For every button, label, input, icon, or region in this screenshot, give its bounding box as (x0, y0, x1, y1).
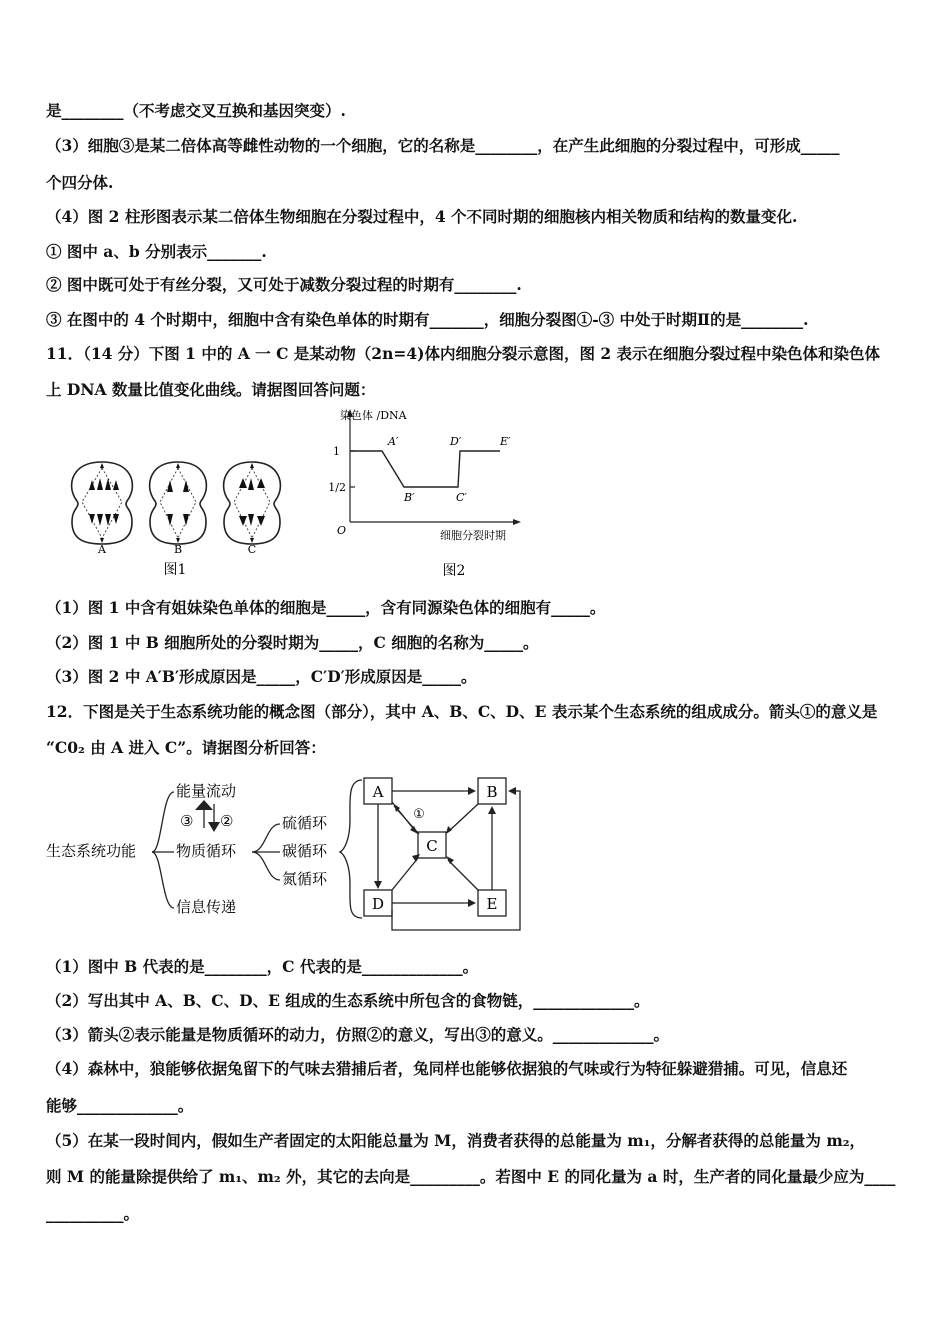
question-11-stem: 11．（14 分）下图 1 中的 A 一 C 是某动物（2n=4)体内细胞分裂示意图，图 2 表示在细胞分裂过程中染色体和染色体 (46, 344, 881, 363)
origin-label: O (336, 524, 346, 537)
q12-sub-1: （1）图中 B 代表的是________，C 代表的是_____________。 (46, 957, 479, 976)
q11-sub-1: （1）图 1 中含有姐妹染色单体的细胞是_____，含有同源染色体的细胞有_____。 (46, 598, 606, 617)
q11-sub-2: （2）图 1 中 B 细胞所处的分裂时期为_____，C 细胞的名称为_____。 (46, 633, 539, 652)
cycle-sulfur: 硫循环 (282, 814, 328, 832)
q11-sub-3: （3）图 2 中 A′B′形成原因是_____，C′D′形成原因是_____。 (46, 667, 477, 686)
cell-label-a: A (98, 543, 106, 556)
point-e-prime: E′ (500, 435, 511, 448)
text-line-4: （4）图 2 柱形图表示某二倍体生物细胞在分裂过程中，4 个不同时期的细胞核内相关物质和结构的数量变化. (46, 207, 798, 226)
arrow-label-1: ① (413, 807, 425, 822)
root-label: 生态系统功能 (46, 842, 137, 860)
question-11-stem-cont: 上 DNA 数量比值变化曲线。请据图回答问题： (46, 380, 376, 399)
q12-sub-5-cont: 则 M 的能量除提供给了 m₁、m₂ 外，其它的去向是_________。若图中 E 的同化量为 a 时，生产者的同化量最少应为____ (46, 1167, 896, 1186)
figure-1-caption: 图1 (163, 562, 187, 578)
point-c-prime: C′ (456, 491, 467, 504)
branch-information: 信息传递 (176, 898, 237, 916)
branch-energy-flow: 能量流动 (176, 782, 237, 800)
text-line-5: ① 图中 a、b 分别表示_______. (46, 242, 267, 261)
cell-label-b: B (173, 543, 183, 556)
text-line-3: 个四分体. (46, 173, 114, 192)
y-tick-1: 1 (333, 445, 340, 458)
text-line-6: ② 图中既可处于有丝分裂，又可处于减数分裂过程的时期有________. (46, 275, 522, 294)
figure-2-caption: 图2 (442, 563, 466, 579)
x-axis-label: 细胞分裂时期 (440, 529, 506, 542)
node-a: A (372, 783, 384, 801)
question-12-stem-cont: “C0₂ 由 A 进入 C”。请据图分析回答： (46, 738, 326, 757)
q12-sub-4-cont: 能够_____________。 (46, 1096, 194, 1115)
point-a-prime: A′ (388, 435, 399, 448)
figure-3-ecosystem-concept-map (44, 770, 530, 940)
y-axis-label: 染色体 /DNA (340, 409, 407, 422)
arrow-label-3: ③ (180, 812, 194, 830)
figure-1-cell-division (62, 452, 282, 580)
ratio-curve-line (350, 451, 500, 487)
q12-sub-5-cont-2: __________。 (46, 1204, 140, 1223)
node-e: E (486, 895, 498, 913)
text-line-7: ③ 在图中的 4 个时期中，细胞中含有染色单体的时期有_______，细胞分裂图①-③ 中处于时期Ⅱ的是________. (46, 310, 809, 329)
q12-sub-5: （5）在某一段时间内，假如生产者固定的太阳能总量为 M，消费者获得的总能量为 m₁，分解者获得的总能量为 m₂， (46, 1131, 866, 1150)
q12-sub-4: （4）森林中，狼能够依据兔留下的气味去猎捕后者，兔同样也能够依据狼的气味或行为特征躲避猎捕。可见，信息还 (46, 1059, 848, 1078)
cell-label-c: C (247, 543, 257, 556)
y-tick-half: 1/2 (328, 481, 346, 494)
node-b: B (486, 783, 498, 801)
figure-2-ratio-curve (320, 405, 525, 580)
question-12-stem: 12．下图是关于生态系统功能的概念图（部分），其中 A、B、C、D、E 表示某个生态系统的组成成分。箭头①的意义是 (46, 702, 878, 721)
point-d-prime: D′ (450, 435, 462, 448)
branch-material-cycle: 物质循环 (176, 842, 237, 860)
node-c: C (426, 837, 438, 855)
text-line-1: 是________（不考虑交叉互换和基因突变）. (46, 101, 346, 120)
q12-sub-3: （3）箭头②表示能量是物质循环的动力，仿照②的意义，写出③的意义。_____________。 (46, 1025, 670, 1044)
arrow-label-2: ② (220, 812, 234, 830)
cycle-nitrogen: 氮循环 (282, 870, 328, 888)
node-d: D (371, 895, 385, 913)
point-b-prime: B′ (404, 491, 415, 504)
q12-sub-2: （2）写出其中 A、B、C、D、E 组成的生态系统中所包含的食物链，_____________。 (46, 991, 650, 1010)
text-line-2: （3）细胞③是某二倍体高等雌性动物的一个细胞，它的名称是________，在产生此细胞的分裂过程中，可形成_____ (46, 136, 840, 155)
cycle-carbon: 碳循环 (282, 842, 328, 860)
